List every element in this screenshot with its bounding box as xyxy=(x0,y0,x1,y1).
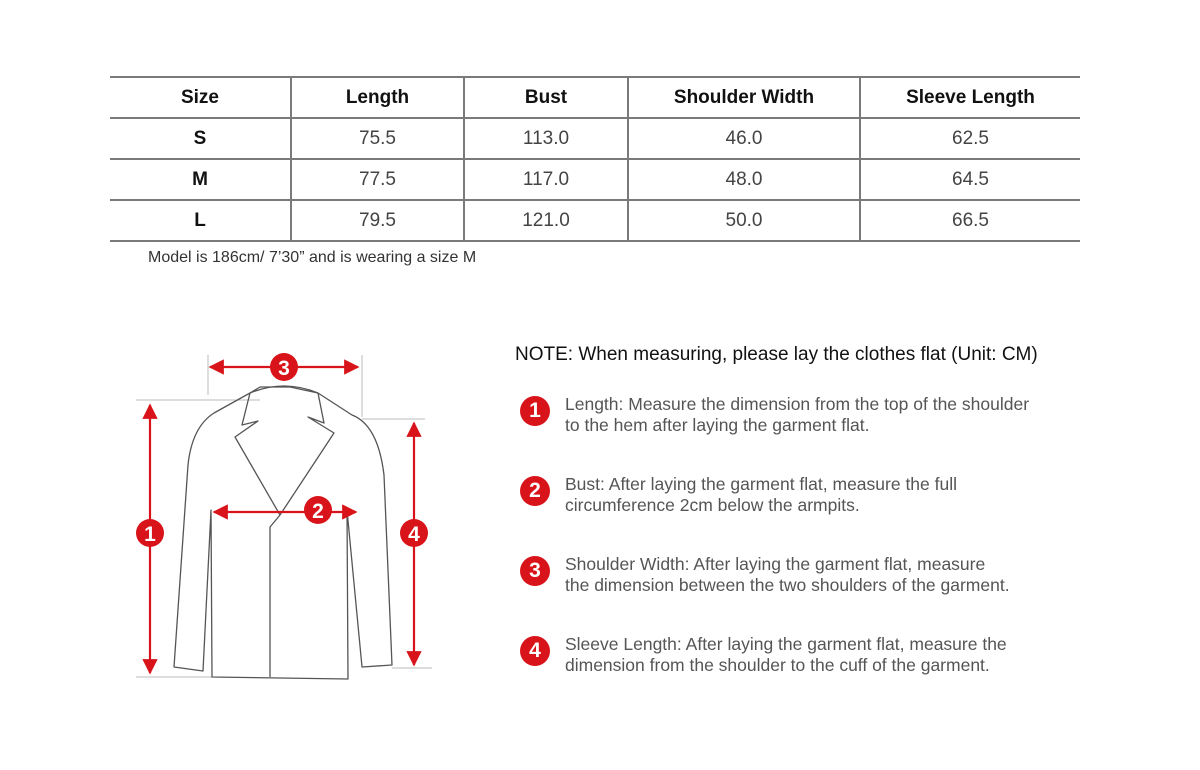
cell-length: 77.5 xyxy=(291,159,464,200)
cell-size: L xyxy=(110,200,291,241)
marker-4 xyxy=(400,519,428,547)
cell-sleeve-length: 64.5 xyxy=(860,159,1080,200)
note-text xyxy=(565,554,1085,596)
cell-bust: 117.0 xyxy=(464,159,628,200)
cell-shoulder-width: 48.0 xyxy=(628,159,860,200)
header-length: Length xyxy=(291,77,464,118)
header-sleeve-length: Sleeve Length xyxy=(860,77,1080,118)
cell-bust: 113.0 xyxy=(464,118,628,159)
table-row xyxy=(110,118,1080,159)
note-line: Length: Measure the dimension from the top of the shoulder xyxy=(565,394,1030,414)
marker-1 xyxy=(136,519,164,547)
measurement-arrows xyxy=(150,367,414,673)
svg-text:3: 3 xyxy=(278,357,290,380)
marker-3 xyxy=(270,353,298,381)
jacket-measurement-diagram xyxy=(130,345,440,690)
svg-text:2: 2 xyxy=(312,500,324,523)
number-4-icon: 4 xyxy=(520,636,550,666)
note-line: Bust: After laying the garment flat, measure the full xyxy=(565,474,958,494)
note-title: NOTE: When measuring, please lay the clothes flat (Unit: CM) xyxy=(515,344,1038,365)
note-line: Sleeve Length: After laying the garment flat, measure the xyxy=(565,634,1007,654)
note-line: circumference 2cm below the armpits. xyxy=(565,495,860,515)
number-2-icon: 2 xyxy=(520,476,550,506)
svg-text:1: 1 xyxy=(144,523,156,546)
size-table xyxy=(110,76,1080,242)
note-line: dimension from the shoulder to the cuff of the garment. xyxy=(565,655,990,675)
svg-text:4: 4 xyxy=(408,523,420,546)
cell-shoulder-width: 46.0 xyxy=(628,118,860,159)
header-size: Size xyxy=(110,77,291,118)
table-row xyxy=(110,200,1080,241)
number-3-icon: 3 xyxy=(520,556,550,586)
note-line: the dimension between the two shoulders of the garment. xyxy=(565,575,1010,595)
marker-2 xyxy=(304,496,332,524)
number-1-icon: 1 xyxy=(520,396,550,426)
note-line: Shoulder Width: After laying the garment flat, measure xyxy=(565,554,986,574)
cell-length: 75.5 xyxy=(291,118,464,159)
cell-bust: 121.0 xyxy=(464,200,628,241)
note-text xyxy=(565,474,1085,516)
cell-shoulder-width: 50.0 xyxy=(628,200,860,241)
cell-sleeve-length: 66.5 xyxy=(860,200,1080,241)
model-note: Model is 186cm/ 7’30” and is wearing a size M xyxy=(148,249,477,266)
table-header-row xyxy=(110,77,1080,118)
note-text xyxy=(565,394,1085,436)
cell-length: 79.5 xyxy=(291,200,464,241)
jacket-outline-icon xyxy=(174,386,392,679)
cell-sleeve-length: 62.5 xyxy=(860,118,1080,159)
cell-size: M xyxy=(110,159,291,200)
header-bust: Bust xyxy=(464,77,628,118)
note-text xyxy=(565,634,1085,676)
header-shoulder-width: Shoulder Width xyxy=(628,77,860,118)
cell-size: S xyxy=(110,118,291,159)
guide-lines xyxy=(136,355,432,677)
note-line: to the hem after laying the garment flat. xyxy=(565,415,870,435)
table-row xyxy=(110,159,1080,200)
